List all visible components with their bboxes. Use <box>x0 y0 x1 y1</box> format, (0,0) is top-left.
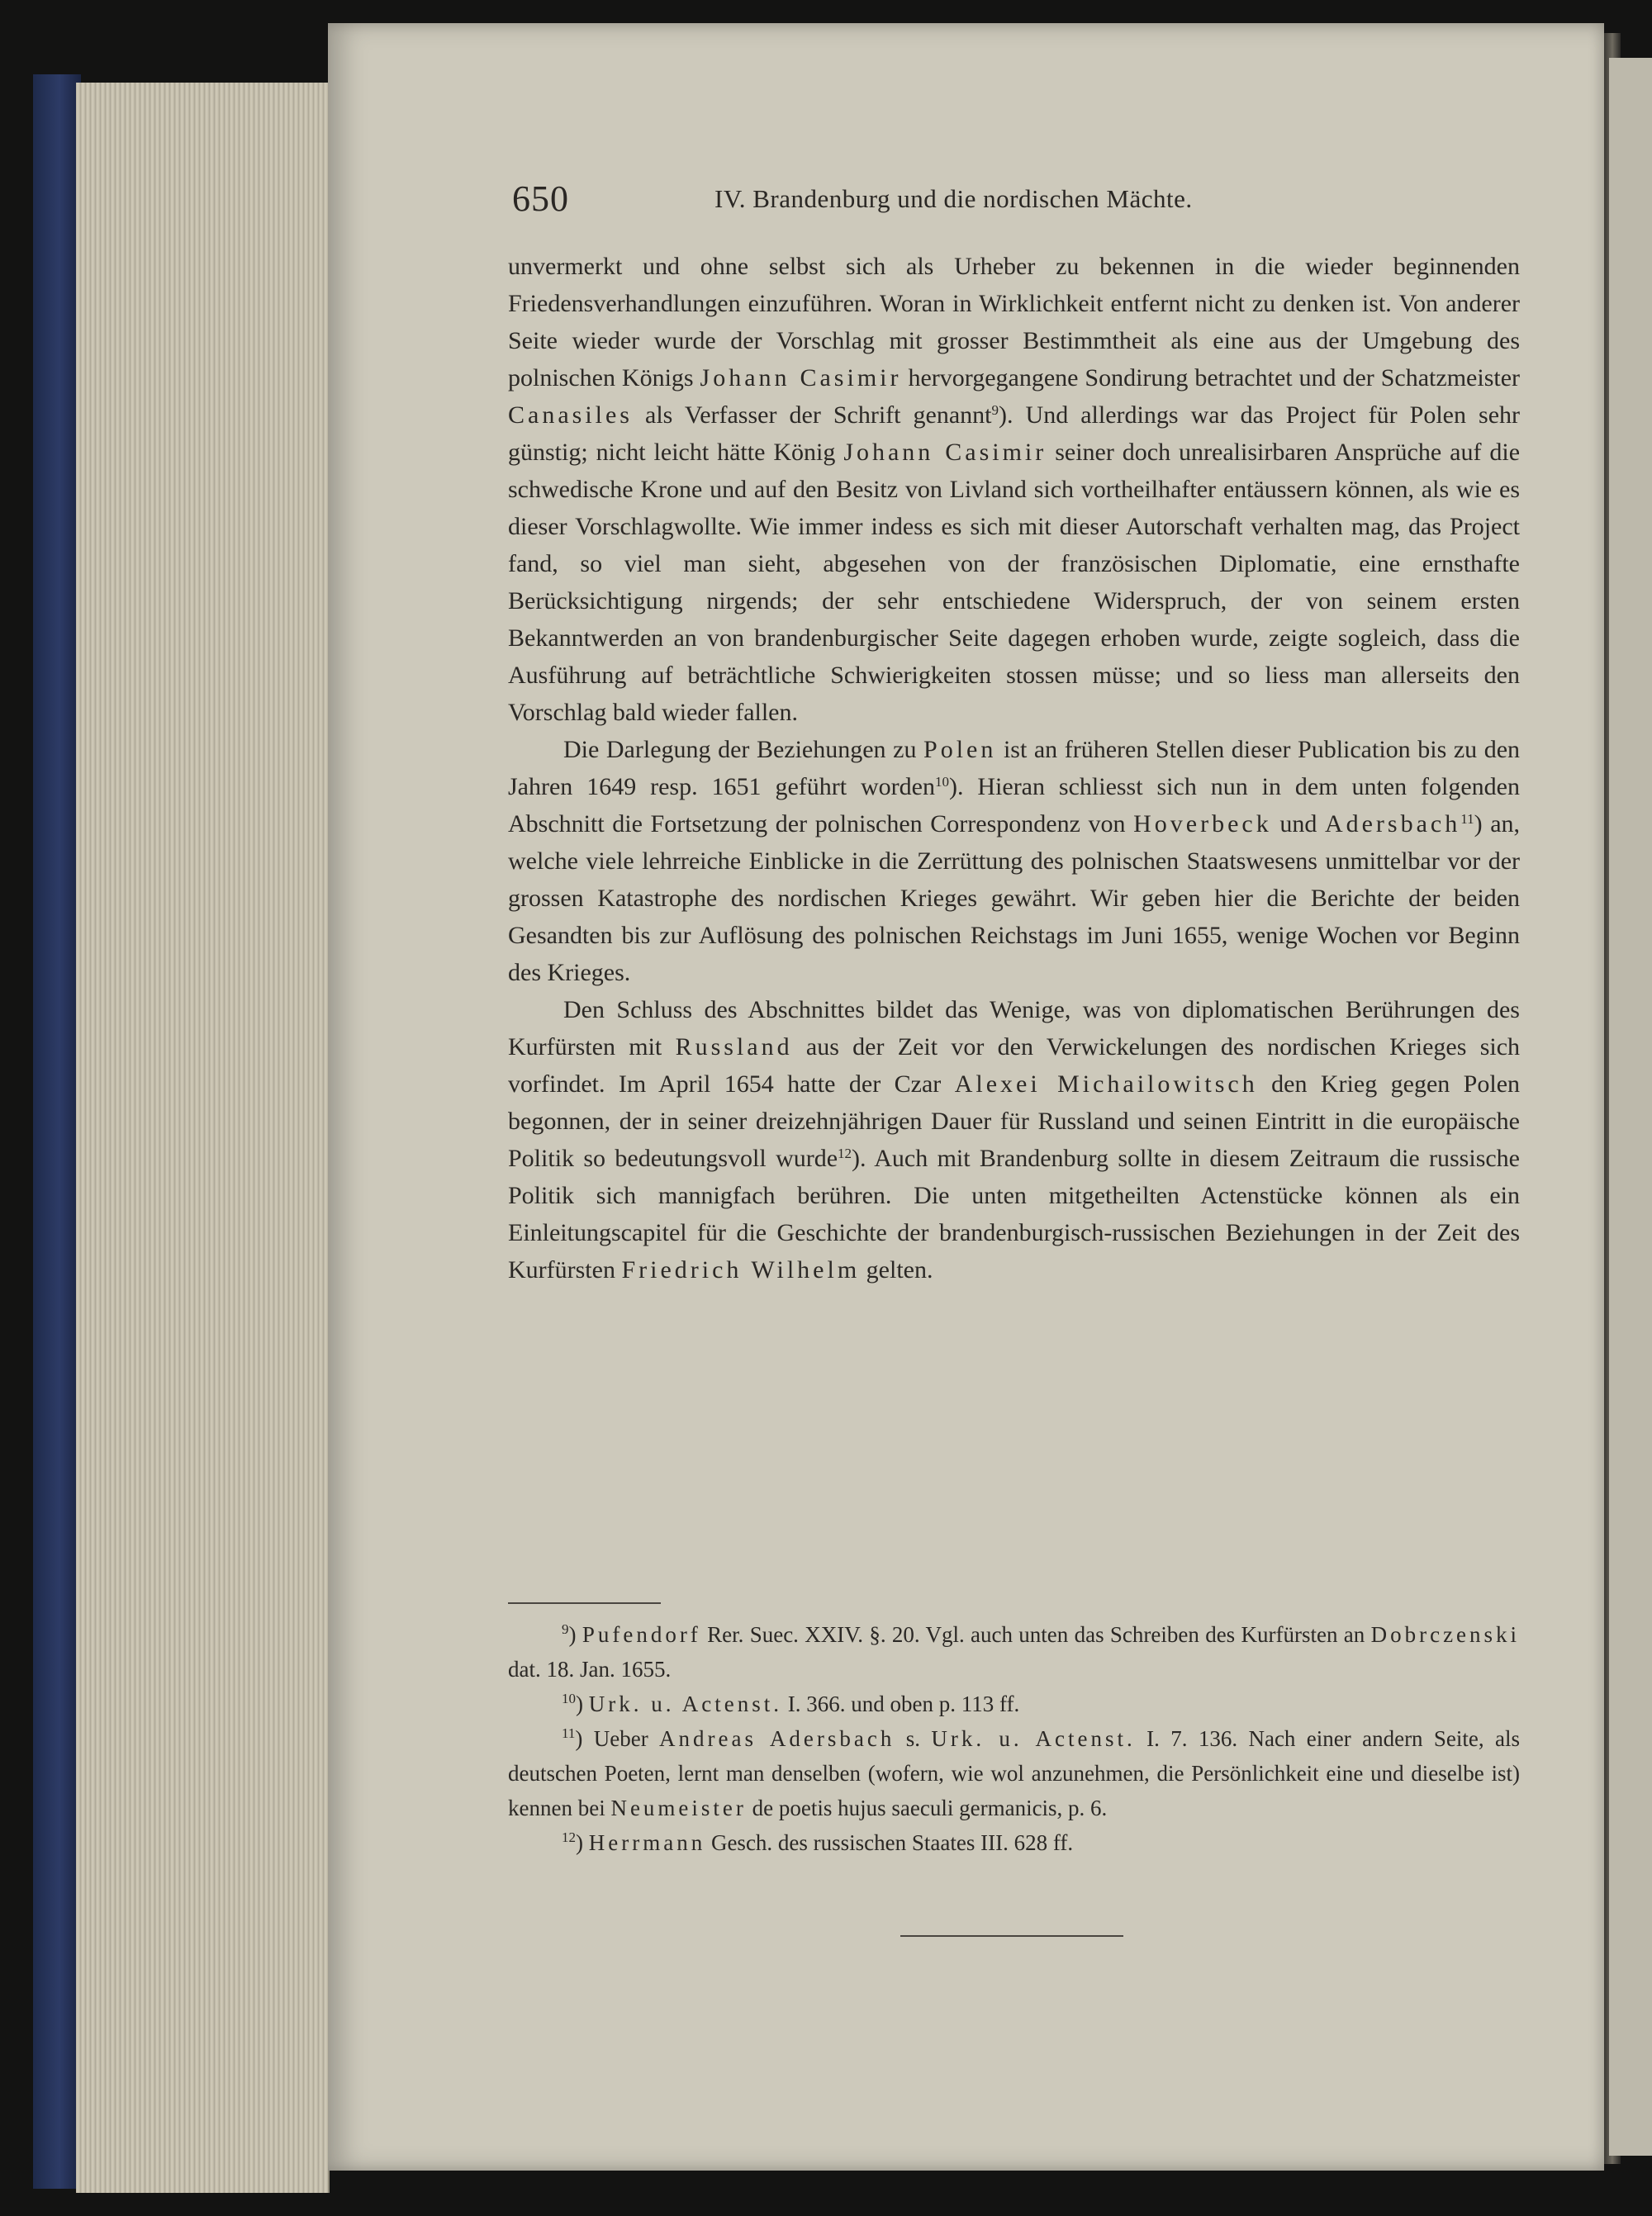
text-run: und <box>1279 810 1317 838</box>
person-name: Canasiles <box>508 401 633 429</box>
text-run: ) an, welche viele lehrreiche Einblicke in die Zerrüttung des polnischen Staatswesens unmittelbar vor der grossen Katastrophe des nordischen Krieges gewährt. Wir geben hier die Berichte der beiden Gesandten bis zur Auflösung des polnischen Reichstags im Juni 1655, wenige Wochen vor Beginn des Krieges. <box>508 810 1521 986</box>
text-run: dat. 18. Jan. 1655. <box>508 1657 672 1682</box>
author-name: Neumeister <box>610 1796 747 1820</box>
text-run: Den Schluss des Abschnittes bildet das Wenige, was von diplomatischen Berührungen des Kurfürsten mit <box>508 996 1520 1061</box>
text-run: seiner doch unrealisirbaren Ansprüche auf die schwedische Krone und auf den Besitz von Livland sich vortheilhafter entäussern können, als wie es dieser Vorschlagwollte. Wie immer indess es sich mit dieser Autorschaft verhalten mag, das Project fand, so viel man sieht, abgesehen von der französischen Diplomatie, eine ernsthafte Berücksichtigung nirgends; der sehr entschiedene Widerspruch, der von seinem ersten Bekanntwerden an von brandenburgischer Seite dagegen erhoben wurde, zeigte sogleich, dass die Ausführung auf beträchtliche Schwierigkeiten stossen müsse; und so liess man allerseits den Vorschlag bald wieder fallen. <box>508 439 1521 726</box>
text-run: I. 7. 136. Nach einer andern Seite, als deutschen Poeten, lernt man denselben (wofern, wie wol anzunehmen, die Persönlichkeit eine und dieselbe ist) kennen bei <box>508 1726 1521 1820</box>
footnote <box>508 1825 1520 1860</box>
page-header <box>512 178 1528 227</box>
body-text <box>508 248 1520 1288</box>
footnote-ref: 9 <box>991 401 999 418</box>
text-run: Rer. Suec. XXIV. §. 20. Vgl. auch unten das Schreiben des Kurfürsten an <box>707 1622 1365 1647</box>
footnote-number: 10 <box>562 1690 576 1706</box>
text-run: ) <box>568 1622 577 1647</box>
text-run: Die Darlegung der Beziehungen zu <box>563 736 917 763</box>
text-run: I. 366. und oben p. 113 ff. <box>787 1692 1020 1716</box>
book-spine <box>33 74 81 2189</box>
person-name: Adersbach <box>1324 810 1461 838</box>
paragraph <box>508 991 1520 1288</box>
text-run: ) <box>576 1830 583 1855</box>
text-run: unvermerkt und ohne selbst sich als Urheber zu bekennen in die wieder beginnenden Friedensverhandlungen einzuführen. Woran in Wirklichkeit entfernt nicht zu denken ist. Von anderer Seite wieder wurde der Vorschlag mit grosser Bestimmtheit als eine aus der Umgebung des polnischen Königs <box>508 253 1520 391</box>
person-name: Alexei Michailowitsch <box>954 1070 1258 1098</box>
end-divider <box>900 1935 1123 1937</box>
adjacent-page <box>1609 58 1652 2156</box>
person-name: Johann Casimir <box>843 439 1047 466</box>
footnote-ref: 10 <box>934 773 949 790</box>
page-number: 650 <box>512 178 569 219</box>
text-run: ). Und allerdings war das Project für Polen sehr günstig; nicht leicht hätte König <box>508 401 1520 466</box>
author-name: Herrmann <box>588 1830 706 1855</box>
text-run: hervorgegangene Sondirung betrachtet und der Schatzmeister <box>908 364 1521 391</box>
text-run: s. <box>905 1726 920 1751</box>
author-name: Pufendorf <box>582 1622 701 1647</box>
source-name: Urk. u. Actenst. <box>931 1726 1136 1751</box>
text-run: aus der Zeit vor den Verwickelungen des nordischen Krieges sich vorfindet. Im April 1654 hatte der Czar <box>508 1033 1521 1098</box>
footnote-number: 11 <box>562 1725 576 1741</box>
text-run: ). Auch mit Brandenburg sollte in diesem Zeitraum die russische Politik sich mannigfach berühren. Die unten mitgetheilten Actenstücke können als ein Einleitungscapitel für die Geschichte der brandenburgisch-russischen Beziehungen in der Zeit des Kurfürsten <box>508 1145 1520 1284</box>
footnote <box>508 1617 1520 1687</box>
text-run: als Verfasser der Schrift genannt <box>645 401 992 429</box>
text-run: Gesch. des russischen Staates III. 628 ff. <box>710 1830 1074 1855</box>
place-name: Russland <box>675 1033 793 1061</box>
page-edges <box>76 83 330 2193</box>
text-run: ) <box>576 1692 583 1716</box>
running-title: IV. Brandenburg und die nordischen Mächte. <box>714 184 1193 213</box>
text-run: den Krieg gegen Polen begonnen, der in seiner dreizehnjährigen Dauer für Russland und seinen Eintritt in die europäische Politik so bedeutungsvoll wurde <box>508 1070 1521 1172</box>
footnote-number: 12 <box>562 1829 576 1845</box>
footnote-ref: 11 <box>1460 810 1474 827</box>
footnote-divider <box>508 1602 661 1604</box>
text-run: ) Ueber <box>575 1726 648 1751</box>
text-run: de poetis hujus saeculi germanicis, p. 6. <box>752 1796 1108 1820</box>
person-name: Andreas Adersbach <box>659 1726 895 1751</box>
text-run: ist an früheren Stellen dieser Publication bis zu den Jahren 1649 resp. 1651 geführt worden <box>508 736 1521 800</box>
place-name: Polen <box>923 736 997 763</box>
source-name: Urk. u. Actenst. <box>588 1692 782 1716</box>
footnote-ref: 12 <box>838 1145 852 1161</box>
paragraph <box>508 731 1520 991</box>
footnote-number: 9 <box>562 1620 569 1637</box>
footnotes <box>508 1617 1520 1860</box>
text-run: ). Hieran schliesst sich nun in dem unten folgenden Abschnitt die Fortsetzung der polnischen Correspondenz von <box>508 773 1520 838</box>
footnote <box>508 1687 1520 1721</box>
person-name: Dobrczenski <box>1370 1622 1521 1647</box>
text-run: gelten. <box>866 1256 933 1284</box>
person-name: Johann Casimir <box>700 364 902 391</box>
footnote <box>508 1721 1520 1825</box>
person-name: Hoverbeck <box>1133 810 1272 838</box>
paragraph <box>508 248 1520 731</box>
person-name: Friedrich Wilhelm <box>621 1256 861 1284</box>
